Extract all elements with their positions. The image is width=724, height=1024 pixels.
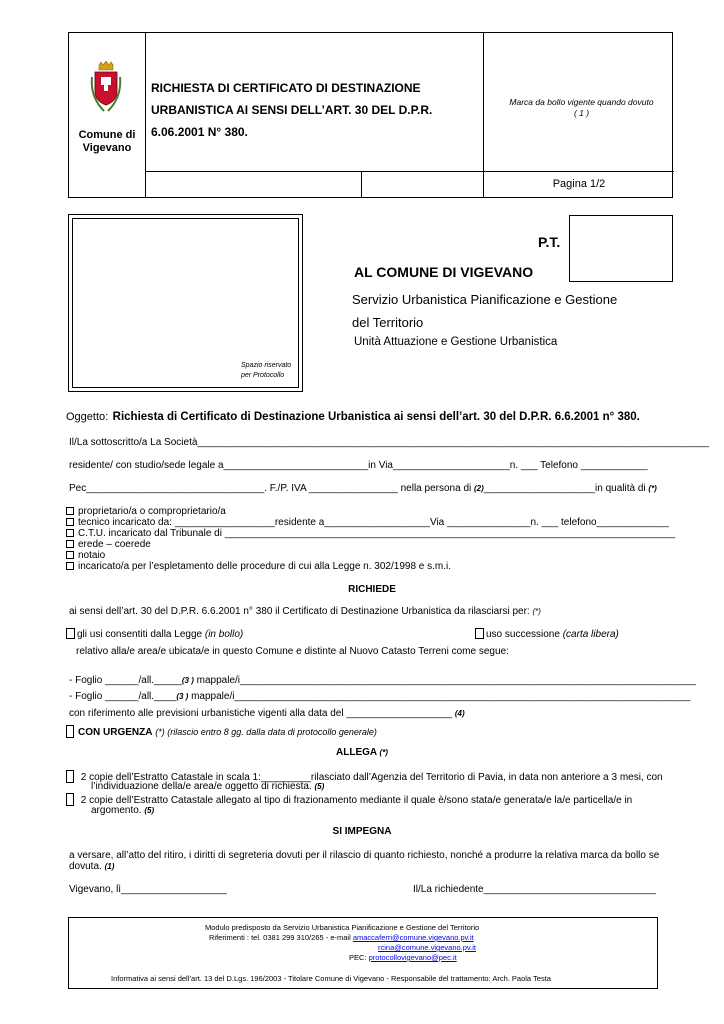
comune-crest-icon	[89, 61, 123, 115]
footer-pec-link[interactable]: protocollovigevano@pec.it	[368, 953, 457, 962]
pt-stamp-box	[569, 215, 673, 282]
richiede-body: ai sensi dell’art. 30 del D.P.R. 6.6.2001 n° 380 il Certificato di Destinazione Urbanistica da rilasciarsi per:	[69, 606, 530, 617]
footer-modulo: Modulo predisposto da Servizio Urbanistica Pianificazione e Gestione del Territorio	[205, 923, 480, 932]
protocol-label	[241, 361, 291, 381]
foglio-line-1[interactable]	[69, 675, 696, 687]
checkbox[interactable]	[66, 725, 74, 738]
impegna-text-1: a versare, all’atto del ritiro, i diritti di segreteria dovuti per il rilascio di quanto richiesto, nonché a produrre la relativa marca da bollo se	[69, 850, 660, 861]
protocol-box	[68, 214, 303, 392]
allega-note-2: (5)	[144, 806, 155, 815]
option-label: incaricato/a per l’espletamento delle procedure di cui alla Legge n. 302/1998 e s.m.i.	[78, 561, 452, 572]
marca-bollo-note	[489, 97, 674, 119]
urgenza-label: CON URGENZA	[78, 727, 153, 738]
recipient-unit: Unità Attuazione e Gestione Urbanistica	[354, 336, 558, 348]
allega-note-1: (5)	[314, 782, 325, 791]
option-label: tecnico incaricato da: __________________residente a___________________Via _______________n. ___ telefono_____________	[78, 517, 669, 528]
footer-pec-label: PEC:	[349, 953, 367, 962]
header-table	[68, 32, 673, 198]
option-urgenza[interactable]	[66, 725, 377, 739]
applicant-pec-line[interactable]	[69, 483, 657, 495]
option-note: (in bollo)	[204, 629, 244, 640]
pec-text: Pec________________________________. F./P. IVA ________________ nella persona di	[69, 483, 472, 494]
footer-email-2-link[interactable]: rcina@comune.vigevano.pv.it	[378, 943, 476, 952]
checkbox[interactable]	[475, 628, 484, 639]
option-label: notaio	[78, 550, 106, 561]
allega-note: (*)	[379, 748, 388, 757]
checkbox[interactable]	[66, 507, 74, 515]
previsioni-note: (4)	[454, 709, 465, 718]
previsioni-text: con riferimento alle previsioni urbanistiche vigenti alla data del ___________________	[69, 708, 453, 719]
footer-riferimenti-text: Riferimenti : tel. 0381 299 310/265 - e-mail	[209, 933, 351, 942]
checkbox[interactable]	[66, 518, 74, 526]
checkbox[interactable]	[66, 770, 74, 783]
richiede-heading: RICHIEDE	[348, 584, 396, 595]
page-number: Pagina 1/2	[552, 178, 606, 190]
richiede-text	[69, 606, 541, 618]
relativo-text: relativo alla/e area/e ubicata/e in questo Comune e distinte al Nuovo Catasto Terreni come segue:	[76, 646, 509, 657]
applicant-name-line[interactable]: Il/La sottoscritto/a La Società____________________________________________________________________________________________	[69, 437, 710, 448]
mappale-label: mappale/i__________________________________________________________________________________	[196, 675, 697, 686]
recipient-service-line2: del Territorio	[352, 315, 424, 330]
footer-pec	[349, 953, 457, 963]
option-ctu[interactable]	[66, 528, 675, 540]
allega-option-2-cont	[91, 805, 154, 817]
checkbox[interactable]	[66, 628, 75, 639]
footer-email-2[interactable]	[378, 943, 476, 953]
checkbox[interactable]	[66, 529, 74, 537]
qualita-text: ____________________in qualità di	[483, 483, 646, 494]
richiede-note: (*)	[532, 607, 541, 616]
option-incaricato[interactable]	[66, 561, 451, 573]
footer-informativa: Informativa ai sensi dell’art. 13 del D.Lgs. 196/2003 - Titolare Comune di Vigevano - Responsabile del trattamento: Arch. Paola Testa	[111, 974, 551, 983]
protocol-label-line1: Spazio riservato	[241, 362, 292, 369]
option-label: C.T.U. incaricato dal Tribunale di _________________________________________________________________________________	[78, 528, 676, 539]
mappale-label: mappale/i__________________________________________________________________________________	[191, 691, 691, 702]
urgenza-note: (*) (rilascio entro 8 gg. dalla data di protocollo generale)	[155, 727, 377, 737]
allega-heading	[0, 747, 724, 759]
protocol-label-line2: per Protocollo	[241, 372, 285, 379]
allega-text-2: 2 copie dell’Estratto Catastale allegato al tipo di frazionamento mediante il quale è/sono stata/e generata/e la/e particella/e in	[80, 795, 633, 806]
impegna-text-2	[69, 861, 114, 873]
foglio-note: (3 )	[181, 676, 194, 685]
document-title: RICHIESTA DI CERTIFICATO DI DESTINAZIONE URBANISTICA AI SENSI DELL’ART. 30 DEL D.P.R. 6.06.2001 N° 380.	[151, 81, 433, 139]
foglio-label: - Foglio ______/all.____	[69, 691, 177, 702]
footer-box	[68, 917, 658, 989]
pec-note: (2)	[474, 484, 484, 493]
pt-label: P.T.	[538, 234, 561, 250]
footer-riferimenti	[209, 933, 474, 943]
foglio-note: (3 )	[176, 692, 189, 701]
luogo-data-field[interactable]: Vigevano, lì___________________	[69, 884, 227, 895]
impegna-note: (1)	[104, 862, 115, 871]
allega-text-1: 2 copie dell’Estratto Catastale in scala 1:_________rilasciato dall’Agenzia del Territorio di Pavia, in data non anteriore a 3 mesi, con	[80, 772, 663, 783]
option-label: proprietario/a o comproprietario/a	[78, 506, 226, 517]
option-label: uso successione	[486, 629, 560, 640]
oggetto	[66, 407, 640, 425]
checkbox[interactable]	[66, 540, 74, 548]
previsioni-line[interactable]	[69, 708, 465, 720]
option-label: erede – coerede	[78, 539, 151, 550]
marca-bollo-text: Marca da bollo vigente quando dovuto	[509, 97, 654, 107]
option-label: gli usi consentiti dalla Legge	[77, 629, 203, 640]
recipient-service-line1: Servizio Urbanistica Pianificazione e Gestione	[352, 292, 618, 307]
impegna-heading: SI IMPEGNA	[332, 826, 392, 837]
comune-label: Comune di Vigevano	[78, 129, 136, 154]
richiedente-signature-field[interactable]: Il/La richiedente_______________________________	[413, 884, 657, 895]
marca-bollo-ref: ( 1 )	[573, 108, 590, 118]
impegna-body: dovuta.	[69, 861, 102, 872]
foglio-line-2[interactable]	[69, 691, 691, 703]
checkbox[interactable]	[66, 793, 74, 806]
recipient-title: AL COMUNE DI VIGEVANO	[354, 264, 534, 280]
foglio-label: - Foglio ______/all._____	[69, 675, 182, 686]
recipient-service	[352, 288, 652, 334]
oggetto-label: Oggetto:	[66, 411, 109, 423]
allega-text-2b: argomento.	[91, 805, 142, 816]
option-note: (carta libera)	[562, 629, 619, 640]
oggetto-text: Richiesta di Certificato di Destinazione Urbanistica ai sensi dell’art. 30 del D.P.R. 6.6.2001 n° 380.	[112, 411, 640, 423]
qualita-note: (*)	[648, 484, 657, 493]
footer-email-1[interactable]: amaccaferri@comune.vigevano.pv.it	[352, 933, 474, 942]
applicant-address-line[interactable]: residente/ con studio/sede legale a__________________________in Via_____________________n. ___ Telefono ____________	[69, 460, 648, 471]
option-uso-successione[interactable]	[475, 628, 619, 641]
checkbox[interactable]	[66, 551, 74, 559]
allega-text-1b: l’individuazione della/e area/e oggetto di richiesta.	[91, 781, 312, 792]
allega-option-1-cont	[91, 781, 324, 793]
checkbox[interactable]	[66, 562, 74, 570]
allega-title: ALLEGA	[336, 747, 377, 758]
option-uso-legge[interactable]	[66, 628, 243, 641]
